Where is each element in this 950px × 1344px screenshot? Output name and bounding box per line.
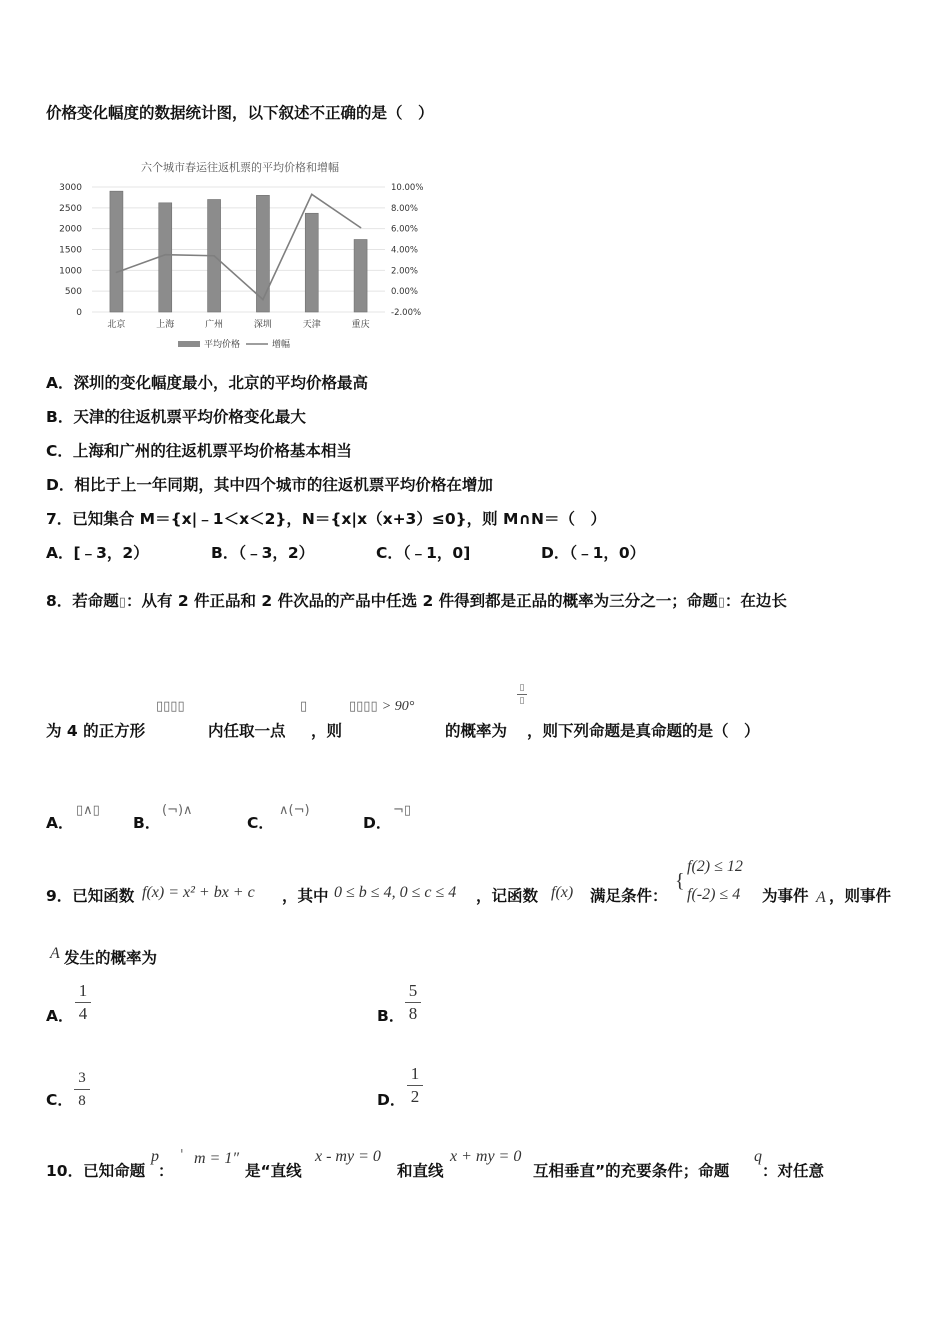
q7-option-c: C．（﹣1，0] bbox=[376, 544, 471, 562]
q9-option-c-fraction bbox=[72, 1068, 92, 1111]
q9-condition-1: f(2) ≤ 12 bbox=[687, 858, 743, 875]
q9-stem-d: 满足条件： bbox=[590, 887, 668, 905]
q9-event: A bbox=[816, 889, 826, 906]
q9-stem-f: ，则事件 bbox=[829, 887, 892, 905]
price-chart bbox=[40, 150, 440, 360]
increase-line bbox=[116, 194, 360, 299]
q9-stem-a: 9．已知函数 bbox=[46, 887, 135, 905]
y-left-tick-label: 1000 bbox=[59, 266, 82, 277]
q9-line2-text: 发生的概率为 bbox=[64, 949, 158, 967]
chart-legend bbox=[178, 338, 290, 350]
q7-option-b: B．（﹣3，2） bbox=[211, 544, 315, 562]
chart-line-series bbox=[116, 193, 362, 300]
q9-option-b-fraction bbox=[403, 981, 423, 1024]
x-tick-label: 天津 bbox=[302, 320, 321, 330]
line-point bbox=[311, 193, 313, 195]
q6-option-a bbox=[46, 371, 368, 393]
point-placeholder-icon: ▯ bbox=[300, 699, 308, 714]
y-right-tick-label: 0.00% bbox=[391, 287, 419, 298]
line-point bbox=[360, 227, 362, 229]
y-left-tick-label: 2500 bbox=[59, 203, 82, 214]
numerator: 5 bbox=[408, 981, 418, 1000]
q10-condition: m = 1″ bbox=[194, 1150, 240, 1167]
q8-line1 bbox=[46, 589, 787, 611]
legend-line-label: 增幅 bbox=[272, 340, 291, 350]
q8-text: ：在边长 bbox=[724, 592, 787, 610]
q9-option-b-label: B． bbox=[377, 1007, 405, 1025]
q9-stem-e: 为事件 bbox=[762, 887, 809, 905]
q8-line2-d: 的概率为 bbox=[445, 722, 508, 740]
q9-range: 0 ≤ b ≤ 4, 0 ≤ c ≤ 4 bbox=[334, 884, 457, 901]
q10-stem-b: 是“直线 bbox=[245, 1162, 302, 1180]
bar-天津 bbox=[305, 213, 318, 312]
q8-line2-b: 内任取一点 bbox=[208, 722, 286, 740]
fraction-bar bbox=[407, 1085, 423, 1086]
chart-y-left-axis bbox=[59, 183, 82, 318]
quote-mark-icon: ' bbox=[180, 1148, 184, 1163]
q6-option-c bbox=[46, 439, 352, 461]
y-left-tick-label: 2000 bbox=[59, 224, 82, 235]
q8-line2-a: 为 4 的正方形 bbox=[46, 722, 146, 740]
option-label: B． bbox=[46, 408, 74, 426]
q9-option-c-label: C． bbox=[46, 1091, 73, 1109]
x-tick-label: 重庆 bbox=[351, 320, 370, 330]
q9-option-a-label: A． bbox=[46, 1007, 74, 1025]
angle-expression: ▯▯▯▯ > 90° bbox=[349, 699, 415, 714]
q8-option-b-label: B． bbox=[133, 814, 161, 832]
q10-stem-e: ：对任意 bbox=[762, 1162, 825, 1180]
chart-grid bbox=[92, 187, 385, 312]
q6-option-d bbox=[46, 473, 493, 495]
logic-expr: ¬ bbox=[393, 803, 404, 818]
q9-option-a-fraction bbox=[73, 981, 93, 1024]
q9-stem-b: ，其中 bbox=[282, 887, 329, 905]
q9-function: f(x) = x² + bx + c bbox=[142, 884, 255, 901]
y-right-tick-label: 2.00% bbox=[391, 266, 419, 277]
numerator: 1 bbox=[78, 981, 88, 1000]
legend-bar-label: 平均价格 bbox=[204, 340, 241, 350]
denominator: 8 bbox=[408, 1004, 418, 1023]
x-tick-label: 上海 bbox=[156, 320, 175, 330]
denominator: 8 bbox=[78, 1093, 86, 1109]
system-brace-icon: { bbox=[675, 870, 685, 892]
q9-function-ref: f(x) bbox=[551, 884, 574, 901]
q8-option-b-expr bbox=[162, 803, 193, 818]
option-label: C． bbox=[46, 442, 73, 460]
bar-上海 bbox=[159, 203, 172, 312]
option-text: 上海和广州的往返机票平均价格基本相当 bbox=[72, 442, 352, 460]
q9-event-line2: A bbox=[50, 945, 60, 962]
y-left-tick-label: 1500 bbox=[59, 245, 82, 256]
q8-option-d-label: D． bbox=[363, 814, 392, 832]
chart-bars bbox=[110, 191, 367, 312]
q10-stem-a: 10．已知命题 bbox=[46, 1162, 146, 1180]
q10-line-2: x + my = 0 bbox=[450, 1148, 522, 1165]
line-point bbox=[164, 254, 166, 256]
fraction-bar bbox=[405, 1002, 421, 1003]
y-left-tick-label: 500 bbox=[64, 287, 82, 298]
chart-title: 六个城市春运往返机票的平均价格和增幅 bbox=[141, 161, 339, 174]
option-text: 深圳的变化幅度最小，北京的平均价格最高 bbox=[73, 374, 369, 392]
y-left-tick-label: 0 bbox=[76, 308, 82, 318]
q8-line2-e: ，则下列命题是真命题的是（ ） bbox=[527, 722, 760, 740]
y-right-tick-label: 6.00% bbox=[391, 224, 419, 235]
denominator: 2 bbox=[410, 1087, 420, 1106]
q8-line2-c: ，则 bbox=[311, 722, 343, 740]
q10-line-1: x - my = 0 bbox=[315, 1148, 381, 1165]
q10-q: q bbox=[754, 1148, 762, 1165]
y-right-tick-label: 10.00% bbox=[391, 183, 424, 193]
x-tick-label: 广州 bbox=[205, 320, 224, 330]
bar-重庆 bbox=[354, 240, 367, 313]
option-text: 相比于上一年同期，其中四个城市的往返机票平均价格在增加 bbox=[74, 476, 493, 494]
legend-bar-swatch bbox=[178, 341, 200, 347]
q7-stem: 7．已知集合 M＝{x|﹣1＜x＜2}，N＝{x|x（x+3）≤0}，则 M∩N＝（ ） bbox=[46, 510, 607, 528]
logic-expr: ∧(¬) bbox=[279, 803, 310, 818]
option-label: D． bbox=[46, 476, 75, 494]
fraction-bar bbox=[74, 1089, 90, 1090]
q9-option-d-fraction bbox=[405, 1064, 425, 1107]
q10-stem-c: 和直线 bbox=[397, 1162, 444, 1180]
y-right-tick-label: -2.00% bbox=[391, 308, 422, 318]
q7-option-a: A．[﹣3，2） bbox=[46, 544, 149, 562]
denominator: 4 bbox=[78, 1004, 88, 1023]
logic-expr: (¬)∧ bbox=[162, 803, 193, 818]
q10-stem-d: 互相垂直”的充要条件；命题 bbox=[533, 1162, 730, 1180]
chart-x-labels bbox=[107, 318, 369, 330]
option-label: A． bbox=[46, 374, 74, 392]
x-tick-label: 北京 bbox=[107, 320, 126, 330]
q7-option-d: D．（﹣1，0） bbox=[541, 544, 646, 562]
x-tick-label: 深圳 bbox=[253, 320, 272, 330]
square-name-placeholder-icon: ▯▯▯▯ bbox=[156, 699, 185, 714]
line-point bbox=[213, 255, 215, 257]
chart-y-right-axis bbox=[391, 183, 423, 318]
missing-symbol-icon: ▯ bbox=[717, 595, 725, 610]
q8-text: ：从有 2 件正品和 2 件次品的产品中任选 2 件得到都是正品的概率为三分之一；命题 bbox=[125, 592, 718, 610]
q8-option-d-expr: ¬▯ bbox=[393, 803, 412, 818]
logic-expr: ∧ bbox=[83, 803, 93, 818]
option-text: 天津的往返机票平均价格变化最大 bbox=[73, 408, 306, 426]
missing-symbol-icon: ▯ bbox=[118, 595, 126, 610]
q8-option-a-expr: ▯∧▯ bbox=[76, 803, 100, 818]
y-right-tick-label: 8.00% bbox=[391, 203, 419, 214]
angle-threshold: > 90° bbox=[381, 699, 415, 714]
y-left-tick-label: 3000 bbox=[59, 183, 82, 193]
bar-北京 bbox=[110, 191, 123, 312]
q10-p: p bbox=[151, 1148, 159, 1165]
q6-option-b bbox=[46, 405, 306, 427]
numerator: 1 bbox=[410, 1064, 420, 1083]
q8-option-a-label: A． bbox=[46, 814, 74, 832]
q9-stem-c: ，记函数 bbox=[476, 887, 539, 905]
line-point bbox=[116, 272, 118, 274]
question-intro: 价格变化幅度的数据统计图，以下叙述不正确的是（ ） bbox=[46, 104, 434, 122]
y-right-tick-label: 4.00% bbox=[391, 245, 419, 256]
q8-option-c-label: C． bbox=[247, 814, 274, 832]
q8-option-c-expr bbox=[279, 803, 310, 818]
numerator: 3 bbox=[78, 1070, 86, 1086]
q8-text: 8．若命题 bbox=[46, 592, 119, 610]
probability-fraction-icon: ▯ ▯ bbox=[517, 683, 527, 706]
q9-condition-2: f(-2) ≤ 4 bbox=[687, 886, 741, 903]
fraction-bar bbox=[75, 1002, 91, 1003]
q10-colon: ： bbox=[158, 1162, 174, 1180]
line-point bbox=[262, 299, 264, 301]
q9-option-d-label: D． bbox=[377, 1091, 406, 1109]
